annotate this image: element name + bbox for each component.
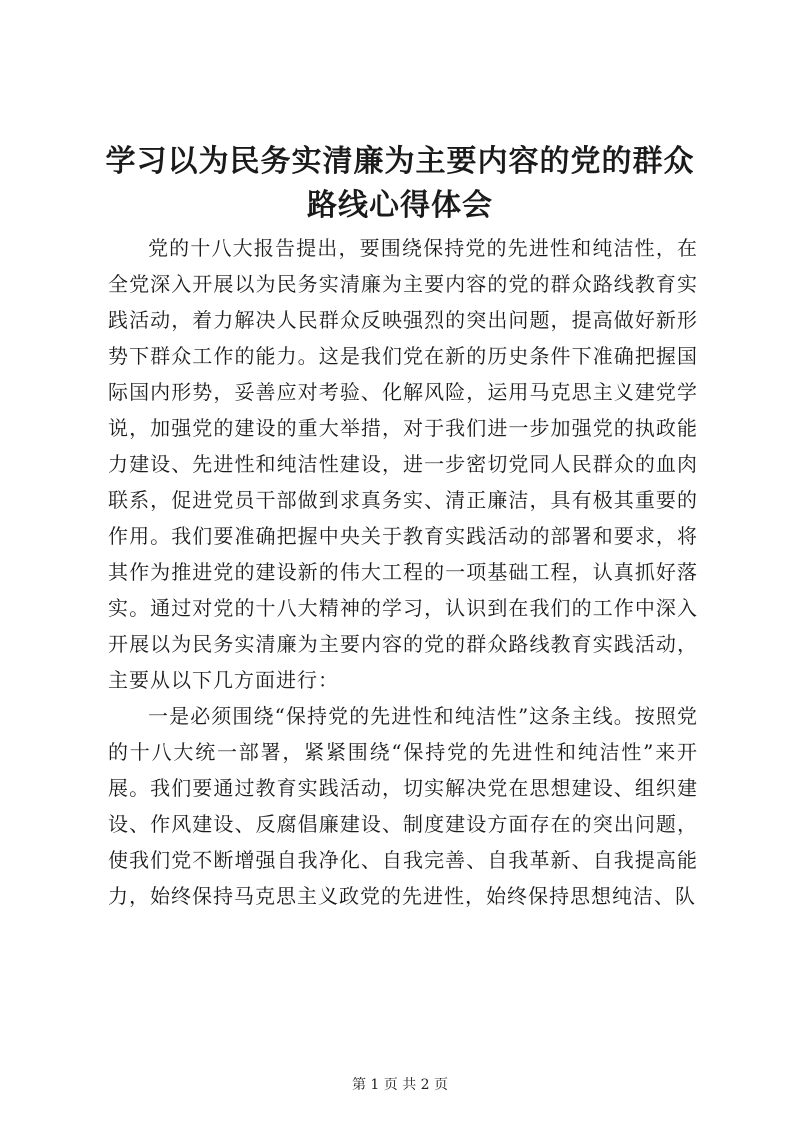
body-paragraph-1: 党的十八大报告提出，要围绕保持党的先进性和纯洁性，在全党深入开展以为民务实清廉为主要内容的党的群众路线教育实践活动，着力解决人民群众反映强烈的突出问题，提高做好新形势下群众工作的能力。这是我们党在新的历史条件下准确把握国际国内形势，妥善应对考验、化解风险，运用马克思主义建党学说，加强党的建设的重大举措，对于我们进一步加强党的执政能力建设、先进性和纯洁性建设，进一步密切党同人民群众的血肉联系，促进党员干部做到求真务实、清正廉洁，具有极其重要的作用。我们要准确把握中央关于教育实践活动的部署和要求，将其作为推进党的建设新的伟大工程的一项基础工程，认真抓好落实。通过对党的十八大精神的学习，认识到在我们的工作中深入开展以为民务实清廉为主要内容的党的群众路线教育实践活动，主要从以下几方面进行： [108,236,698,692]
page-footer: 第 1 页 共 2 页 [351,1077,449,1093]
document-body [108,230,698,914]
document-title: 学习以为民务实清廉为主要内容的党的群众路线心得体会 [105,144,695,223]
body-paragraph-2: 一是必须围绕“保持党的先进性和纯洁性”这条主线。按照党的十八大统一部署，紧紧围绕“保持党的先进性和纯洁性”来开展。我们要通过教育实践活动，切实解决党在思想建设、组织建设、作风建设、反腐倡廉建设、制度建设方面存在的突出问题，使我们党不断增强自我净化、自我完善、自我革新、自我提高能力，始终保持马克思主义政党的先进性，始终保持思想纯洁、队 [108,704,698,908]
